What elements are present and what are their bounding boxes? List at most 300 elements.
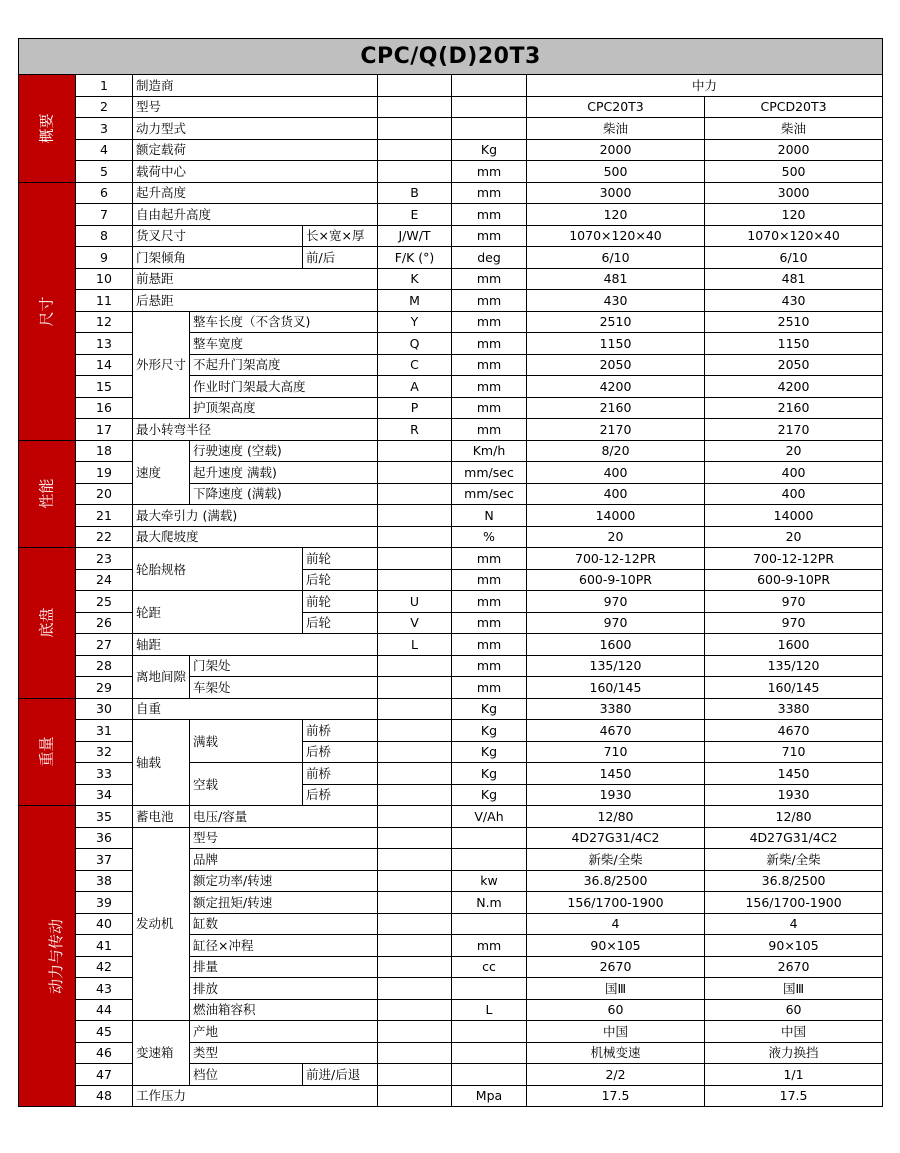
category-dimensions-label: 尺寸 — [37, 295, 56, 327]
spec-value-cpc: 2160 — [527, 397, 705, 419]
row-number: 46 — [76, 1042, 133, 1064]
spec-value-merged: 中力 — [527, 75, 883, 97]
spec-unit: mm — [452, 354, 527, 376]
spec-unit: V/Ah — [452, 806, 527, 828]
row-number: 3 — [76, 118, 133, 140]
spec-value-cpcd: 中国 — [705, 1021, 883, 1043]
spec-value-cpcd: 36.8/2500 — [705, 870, 883, 892]
spec-value-cpc: 20 — [527, 526, 705, 548]
spec-label: 起升高度 — [133, 182, 378, 204]
spec-label: 额定载荷 — [133, 139, 378, 161]
spec-symbol: M — [378, 290, 452, 312]
spec-value-cpc: 8/20 — [527, 440, 705, 462]
spec-value-cpc: 2510 — [527, 311, 705, 333]
spec-label: 护顶架高度 — [190, 397, 378, 419]
spec-value-cpcd: 90×105 — [705, 935, 883, 957]
spec-symbol — [378, 75, 452, 97]
spec-symbol — [378, 913, 452, 935]
category-performance — [19, 440, 76, 548]
row-number: 14 — [76, 354, 133, 376]
spec-symbol — [378, 827, 452, 849]
spec-label: 整车宽度 — [190, 333, 378, 355]
spec-value-cpc: CPC20T3 — [527, 96, 705, 118]
spec-value-cpcd: 156/1700-1900 — [705, 892, 883, 914]
spec-value-cpcd: 135/120 — [705, 655, 883, 677]
row-number: 47 — [76, 1064, 133, 1086]
spec-unit: mm — [452, 333, 527, 355]
spec-value-cpcd: 17.5 — [705, 1085, 883, 1107]
table-row — [19, 268, 883, 290]
row-number: 18 — [76, 440, 133, 462]
spec-label: 档位 — [190, 1064, 303, 1086]
spec-value-cpc: 156/1700-1900 — [527, 892, 705, 914]
table-row — [19, 225, 883, 247]
category-weight-label: 重量 — [37, 736, 56, 767]
row-number: 33 — [76, 763, 133, 785]
row-number: 35 — [76, 806, 133, 828]
row-number: 6 — [76, 182, 133, 204]
table-row — [19, 182, 883, 204]
spec-symbol — [378, 526, 452, 548]
spec-label: 门架倾角 — [133, 247, 303, 269]
spec-symbol — [378, 956, 452, 978]
row-number: 24 — [76, 569, 133, 591]
group-tread: 轮距 — [133, 591, 303, 634]
spec-label: 作业时门架最大高度 — [190, 376, 378, 398]
table-row — [19, 75, 883, 97]
row-number: 12 — [76, 311, 133, 333]
group-engine: 发动机 — [133, 827, 190, 1021]
row-number: 15 — [76, 376, 133, 398]
row-number: 4 — [76, 139, 133, 161]
table-row — [19, 548, 883, 570]
spec-unit: mm — [452, 397, 527, 419]
spec-symbol — [378, 1042, 452, 1064]
category-chassis-label: 底盘 — [37, 607, 56, 638]
spec-symbol — [378, 849, 452, 871]
table-row — [19, 419, 883, 441]
category-dimensions — [19, 182, 76, 440]
spec-value-cpcd: 4 — [705, 913, 883, 935]
spec-value-cpcd: 970 — [705, 612, 883, 634]
spec-value-cpcd: 12/80 — [705, 806, 883, 828]
spec-value-cpc: 国Ⅲ — [527, 978, 705, 1000]
table-row — [19, 440, 883, 462]
spec-symbol: C — [378, 354, 452, 376]
group-axle-load: 轴载 — [133, 720, 190, 806]
spec-value-cpcd: 3380 — [705, 698, 883, 720]
spec-symbol — [378, 741, 452, 763]
spec-label: 整车长度（不含货叉) — [190, 311, 378, 333]
spec-label: 起升速度 满载) — [190, 462, 378, 484]
spec-unit — [452, 96, 527, 118]
spec-label: 型号 — [133, 96, 378, 118]
spec-sublabel: 前进/后退 — [303, 1064, 378, 1086]
spec-value-cpc: 2670 — [527, 956, 705, 978]
spec-value-cpc: 1450 — [527, 763, 705, 785]
row-number: 8 — [76, 225, 133, 247]
spec-value-cpc: 970 — [527, 612, 705, 634]
row-number: 48 — [76, 1085, 133, 1107]
spec-label: 后轮 — [303, 569, 378, 591]
spec-unit: mm/sec — [452, 483, 527, 505]
spec-value-cpcd: 700-12-12PR — [705, 548, 883, 570]
spec-table — [18, 38, 883, 1107]
spec-value-cpc: 12/80 — [527, 806, 705, 828]
row-number: 34 — [76, 784, 133, 806]
spec-unit — [452, 75, 527, 97]
spec-value-cpcd: 2170 — [705, 419, 883, 441]
spec-symbol: Q — [378, 333, 452, 355]
spec-value-cpc: 1150 — [527, 333, 705, 355]
spec-label: 后桥 — [303, 784, 378, 806]
spec-symbol — [378, 677, 452, 699]
spec-symbol — [378, 483, 452, 505]
spec-label: 排量 — [190, 956, 378, 978]
spec-value-cpc: 2050 — [527, 354, 705, 376]
spec-sublabel: 长×宽×厚 — [303, 225, 378, 247]
table-row — [19, 806, 883, 828]
spec-label: 前轮 — [303, 591, 378, 613]
spec-symbol — [378, 892, 452, 914]
spec-value-cpc: 3000 — [527, 182, 705, 204]
row-number: 32 — [76, 741, 133, 763]
spec-value-cpc: 135/120 — [527, 655, 705, 677]
spec-value-cpcd: 4D27G31/4C2 — [705, 827, 883, 849]
group-full-load: 满载 — [190, 720, 303, 763]
spec-label: 燃油箱容积 — [190, 999, 378, 1021]
spec-value-cpcd: 1930 — [705, 784, 883, 806]
spec-unit — [452, 849, 527, 871]
table-row — [19, 290, 883, 312]
spec-unit — [452, 1042, 527, 1064]
spec-symbol — [378, 548, 452, 570]
spec-unit — [452, 1064, 527, 1086]
spec-symbol — [378, 1021, 452, 1043]
spec-unit: mm — [452, 161, 527, 183]
spec-unit: Kg — [452, 698, 527, 720]
spec-symbol — [378, 935, 452, 957]
spec-label: 类型 — [190, 1042, 378, 1064]
spec-value-cpcd: 600-9-10PR — [705, 569, 883, 591]
table-row — [19, 96, 883, 118]
spec-unit — [452, 913, 527, 935]
row-number: 39 — [76, 892, 133, 914]
spec-label: 不起升门架高度 — [190, 354, 378, 376]
spec-label: 额定功率/转速 — [190, 870, 378, 892]
spec-symbol — [378, 1085, 452, 1107]
spec-value-cpc: 90×105 — [527, 935, 705, 957]
page-title: CPC/Q(D)20T3 — [19, 39, 883, 75]
spec-value-cpc: 710 — [527, 741, 705, 763]
spec-symbol — [378, 978, 452, 1000]
spec-label: 轴距 — [133, 634, 378, 656]
spec-label: 最小转弯半径 — [133, 419, 378, 441]
spec-label: 前桥 — [303, 763, 378, 785]
table-row — [19, 1085, 883, 1107]
spec-unit: mm — [452, 612, 527, 634]
spec-value-cpc: 481 — [527, 268, 705, 290]
spec-sublabel: 前/后 — [303, 247, 378, 269]
spec-value-cpc: 2/2 — [527, 1064, 705, 1086]
spec-unit: mm — [452, 225, 527, 247]
spec-unit: Kg — [452, 741, 527, 763]
spec-symbol — [378, 505, 452, 527]
spec-label: 排放 — [190, 978, 378, 1000]
spec-value-cpc: 700-12-12PR — [527, 548, 705, 570]
row-number: 43 — [76, 978, 133, 1000]
table-row — [19, 698, 883, 720]
spec-symbol: E — [378, 204, 452, 226]
spec-label: 前悬距 — [133, 268, 378, 290]
spec-symbol — [378, 462, 452, 484]
spec-label: 自由起升高度 — [133, 204, 378, 226]
row-number: 13 — [76, 333, 133, 355]
spec-value-cpcd: 2670 — [705, 956, 883, 978]
spec-symbol — [378, 999, 452, 1021]
spec-value-cpc: 4 — [527, 913, 705, 935]
spec-label: 产地 — [190, 1021, 378, 1043]
spec-symbol: U — [378, 591, 452, 613]
spec-symbol: L — [378, 634, 452, 656]
spec-label: 前轮 — [303, 548, 378, 570]
spec-value-cpcd: 4200 — [705, 376, 883, 398]
spec-value-cpc: 4200 — [527, 376, 705, 398]
spec-value-cpc: 机械变速 — [527, 1042, 705, 1064]
spec-unit: mm — [452, 634, 527, 656]
spec-value-cpcd: 2050 — [705, 354, 883, 376]
spec-unit: mm — [452, 311, 527, 333]
category-overview-label: 概要 — [37, 113, 56, 144]
spec-value-cpc: 600-9-10PR — [527, 569, 705, 591]
row-number: 44 — [76, 999, 133, 1021]
spec-label: 最大爬坡度 — [133, 526, 378, 548]
row-number: 5 — [76, 161, 133, 183]
spec-value-cpc: 新柴/全柴 — [527, 849, 705, 871]
spec-value-cpcd: 710 — [705, 741, 883, 763]
spec-unit — [452, 1021, 527, 1043]
spec-value-cpc: 500 — [527, 161, 705, 183]
table-row — [19, 204, 883, 226]
spec-value-cpcd: 1/1 — [705, 1064, 883, 1086]
row-number: 27 — [76, 634, 133, 656]
table-row — [19, 827, 883, 849]
spec-symbol — [378, 118, 452, 140]
table-row — [19, 1021, 883, 1043]
spec-value-cpcd: 60 — [705, 999, 883, 1021]
spec-symbol: V — [378, 612, 452, 634]
spec-value-cpcd: 4670 — [705, 720, 883, 742]
spec-value-cpcd: 481 — [705, 268, 883, 290]
spec-value-cpc: 1600 — [527, 634, 705, 656]
table-row — [19, 118, 883, 140]
spec-label: 货叉尺寸 — [133, 225, 303, 247]
spec-symbol — [378, 720, 452, 742]
spec-unit: mm — [452, 935, 527, 957]
table-row — [19, 247, 883, 269]
spec-value-cpcd: 14000 — [705, 505, 883, 527]
spec-symbol — [378, 870, 452, 892]
spec-value-cpcd: 400 — [705, 483, 883, 505]
spec-unit: mm — [452, 268, 527, 290]
spec-unit: mm — [452, 677, 527, 699]
spec-value-cpc: 4D27G31/4C2 — [527, 827, 705, 849]
spec-unit: mm — [452, 290, 527, 312]
spec-value-cpcd: 160/145 — [705, 677, 883, 699]
row-number: 21 — [76, 505, 133, 527]
spec-symbol — [378, 569, 452, 591]
spec-symbol — [378, 763, 452, 785]
spec-label: 制造商 — [133, 75, 378, 97]
spec-label: 前桥 — [303, 720, 378, 742]
spec-label: 额定扭矩/转速 — [190, 892, 378, 914]
spec-symbol — [378, 96, 452, 118]
spec-label: 缸数 — [190, 913, 378, 935]
row-number: 36 — [76, 827, 133, 849]
spec-value-cpcd: 1150 — [705, 333, 883, 355]
spec-symbol: P — [378, 397, 452, 419]
row-number: 2 — [76, 96, 133, 118]
spec-unit: % — [452, 526, 527, 548]
table-row — [19, 139, 883, 161]
spec-value-cpc: 36.8/2500 — [527, 870, 705, 892]
spec-label: 下降速度 (满载) — [190, 483, 378, 505]
spec-value-cpcd: 20 — [705, 440, 883, 462]
row-number: 1 — [76, 75, 133, 97]
row-number: 22 — [76, 526, 133, 548]
spec-value-cpc: 120 — [527, 204, 705, 226]
spec-label: 动力型式 — [133, 118, 378, 140]
spec-value-cpcd: 1070×120×40 — [705, 225, 883, 247]
spec-unit: mm — [452, 548, 527, 570]
spec-symbol: A — [378, 376, 452, 398]
spec-value-cpc: 1070×120×40 — [527, 225, 705, 247]
spec-value-cpcd: CPCD20T3 — [705, 96, 883, 118]
spec-value-cpcd: 6/10 — [705, 247, 883, 269]
group-speed: 速度 — [133, 440, 190, 505]
row-number: 42 — [76, 956, 133, 978]
spec-value-cpc: 400 — [527, 462, 705, 484]
spec-value-cpc: 4670 — [527, 720, 705, 742]
spec-value-cpcd: 500 — [705, 161, 883, 183]
spec-label: 后轮 — [303, 612, 378, 634]
spec-value-cpcd: 2160 — [705, 397, 883, 419]
row-number: 23 — [76, 548, 133, 570]
spec-value-cpcd: 1600 — [705, 634, 883, 656]
row-number: 20 — [76, 483, 133, 505]
table-row — [19, 720, 883, 742]
spec-symbol — [378, 784, 452, 806]
row-number: 45 — [76, 1021, 133, 1043]
row-number: 9 — [76, 247, 133, 269]
spec-unit: mm — [452, 182, 527, 204]
spec-value-cpcd: 970 — [705, 591, 883, 613]
spec-unit: Mpa — [452, 1085, 527, 1107]
spec-symbol: K — [378, 268, 452, 290]
spec-value-cpcd: 国Ⅲ — [705, 978, 883, 1000]
spec-value-cpcd: 430 — [705, 290, 883, 312]
group-battery: 蓄电池 — [133, 806, 190, 828]
category-overview — [19, 75, 76, 183]
spec-value-cpc: 60 — [527, 999, 705, 1021]
row-number: 29 — [76, 677, 133, 699]
spec-value-cpc: 400 — [527, 483, 705, 505]
row-number: 38 — [76, 870, 133, 892]
spec-value-cpcd: 液力换挡 — [705, 1042, 883, 1064]
spec-value-cpcd: 1450 — [705, 763, 883, 785]
spec-value-cpc: 3380 — [527, 698, 705, 720]
spec-unit: Kg — [452, 784, 527, 806]
row-number: 11 — [76, 290, 133, 312]
spec-symbol — [378, 161, 452, 183]
spec-label: 后悬距 — [133, 290, 378, 312]
spec-value-cpcd: 2000 — [705, 139, 883, 161]
row-number: 28 — [76, 655, 133, 677]
spec-label: 型号 — [190, 827, 378, 849]
spec-label: 门架处 — [190, 655, 378, 677]
spec-unit: mm — [452, 569, 527, 591]
group-clearance: 离地间隙 — [133, 655, 190, 698]
spec-value-cpc: 14000 — [527, 505, 705, 527]
spec-symbol: J/W/T — [378, 225, 452, 247]
row-number: 19 — [76, 462, 133, 484]
table-row — [19, 161, 883, 183]
spec-unit: cc — [452, 956, 527, 978]
spec-label: 后桥 — [303, 741, 378, 763]
spec-symbol — [378, 806, 452, 828]
spec-symbol — [378, 698, 452, 720]
spec-unit: mm — [452, 419, 527, 441]
spec-value-cpcd: 柴油 — [705, 118, 883, 140]
spec-symbol: B — [378, 182, 452, 204]
category-weight — [19, 698, 76, 806]
row-number: 31 — [76, 720, 133, 742]
spec-unit: N — [452, 505, 527, 527]
spec-value-cpc: 970 — [527, 591, 705, 613]
spec-symbol — [378, 1064, 452, 1086]
table-row — [19, 526, 883, 548]
spec-unit — [452, 827, 527, 849]
spec-label: 载荷中心 — [133, 161, 378, 183]
table-row — [19, 505, 883, 527]
spec-value-cpc: 17.5 — [527, 1085, 705, 1107]
spec-unit: mm — [452, 655, 527, 677]
spec-unit: mm — [452, 591, 527, 613]
spec-label: 工作压力 — [133, 1085, 378, 1107]
spec-unit: Kg — [452, 763, 527, 785]
spec-label: 最大牵引力 (满载) — [133, 505, 378, 527]
group-gearbox: 变速箱 — [133, 1021, 190, 1086]
group-outline: 外形尺寸 — [133, 311, 190, 419]
spec-unit: L — [452, 999, 527, 1021]
spec-symbol: R — [378, 419, 452, 441]
spec-label: 缸径×冲程 — [190, 935, 378, 957]
spec-label: 品牌 — [190, 849, 378, 871]
spec-value-cpc: 中国 — [527, 1021, 705, 1043]
spec-unit: mm — [452, 204, 527, 226]
table-row — [19, 634, 883, 656]
group-tyre: 轮胎规格 — [133, 548, 303, 591]
spec-value-cpc: 2170 — [527, 419, 705, 441]
spec-symbol — [378, 655, 452, 677]
spec-symbol: Y — [378, 311, 452, 333]
spec-value-cpc: 1930 — [527, 784, 705, 806]
spec-value-cpc: 430 — [527, 290, 705, 312]
table-row — [19, 311, 883, 333]
spec-symbol: F/K (°) — [378, 247, 452, 269]
spec-label: 自重 — [133, 698, 378, 720]
spec-value-cpcd: 3000 — [705, 182, 883, 204]
